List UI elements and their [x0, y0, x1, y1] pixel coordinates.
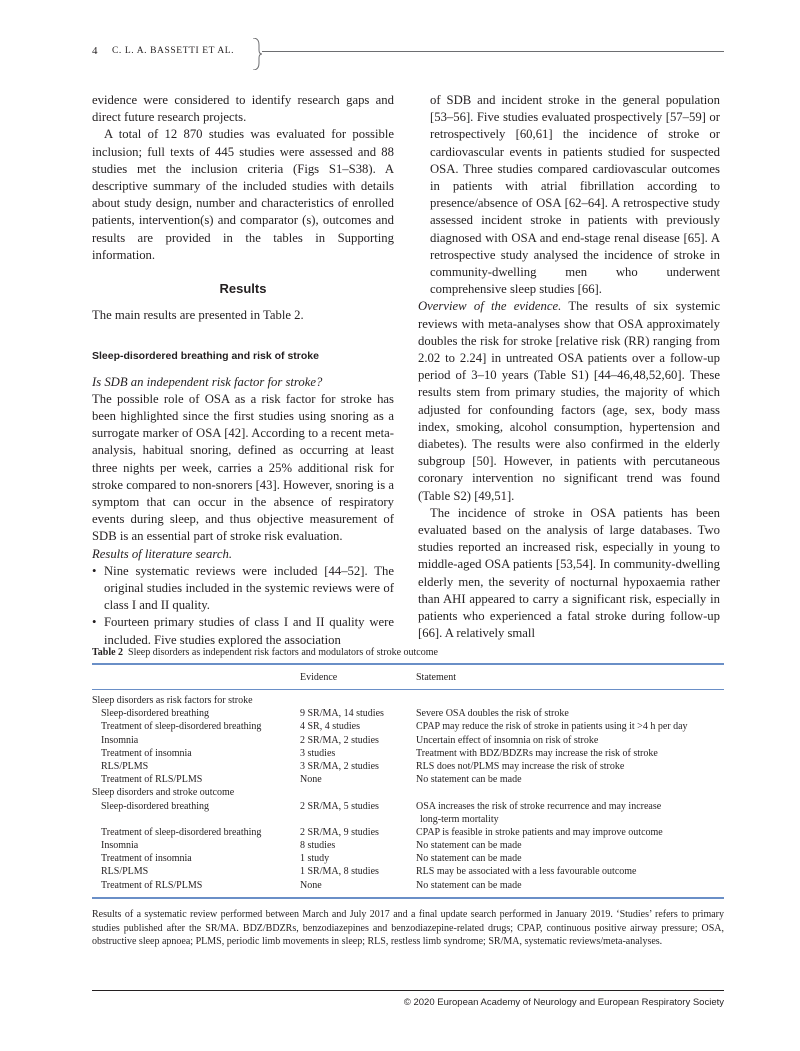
table-group-title: Sleep disorders as risk factors for stroke	[92, 695, 253, 706]
table-cell-statement: CPAP may reduce the risk of stroke in patients using it >4 h per day	[416, 721, 688, 733]
bullet-item	[92, 614, 394, 648]
footer-rule	[92, 990, 724, 991]
table-cell-statement: No statement can be made	[416, 853, 522, 865]
table-row	[92, 707, 724, 720]
table-cell-evidence: None	[300, 879, 322, 891]
table-cell-statement: No statement can be made	[416, 774, 522, 786]
table-group-row	[92, 694, 724, 707]
table-cell-statement: RLS may be associated with a less favourable outcome	[416, 866, 637, 878]
table-cell-condition: Insomnia	[101, 734, 139, 746]
subsection-heading: Sleep-disordered breathing and risk of stroke	[92, 350, 319, 363]
table-cell-evidence: 2 SR/MA, 5 studies	[300, 800, 379, 812]
table-cell-statement: Treatment with BDZ/BDZRs may increase the risk of stroke	[416, 747, 658, 759]
table-cell-condition: RLS/PLMS	[101, 866, 149, 878]
table-cell-condition: Treatment of RLS/PLMS	[101, 774, 203, 786]
literature-search-label: Results of literature search.	[92, 546, 233, 561]
paragraph: The main results are presented in Table 2.	[92, 308, 304, 323]
table-caption-text: Sleep disorders as independent risk factors and modulators of stroke outcome	[128, 647, 438, 658]
table-cell-statement: OSA increases the risk of stroke recurrence and may increase	[416, 800, 662, 812]
column-header-statement: Statement	[416, 672, 456, 683]
table-cell-condition: Treatment of RLS/PLMS	[101, 879, 203, 891]
left-column	[92, 92, 394, 649]
table-cell-evidence: 4 SR, 4 studies	[300, 721, 361, 733]
table-cell-statement: CPAP is feasible in stroke patients and may improve outcome	[416, 826, 663, 838]
table-cell-evidence: None	[300, 774, 322, 786]
table	[92, 663, 724, 899]
overview-label: Overview of the evidence.	[418, 299, 562, 314]
table-cell-condition: Treatment of sleep-disordered breathing	[101, 721, 262, 733]
table-cell-statement: Severe OSA doubles the risk of stroke	[416, 708, 569, 720]
table-cell-evidence: 1 SR/MA, 8 studies	[300, 866, 379, 878]
table-cell-condition: RLS/PLMS	[101, 760, 149, 772]
table-row	[92, 879, 724, 892]
table-row	[92, 839, 724, 852]
table-cell-evidence: 3 SR/MA, 2 studies	[300, 760, 379, 772]
table-row	[92, 813, 724, 826]
table-group-title: Sleep disorders and stroke outcome	[92, 787, 235, 799]
table-row	[92, 760, 724, 773]
header-bracket-divider	[252, 38, 262, 70]
paragraph: The incidence of stroke in OSA patients has been evaluated based on the analysis of large databases. Two studies reported an increased risk, especially in young to middle-aged OSA patients [53,54]. In community-dwelling elderly men, the severity of nocturnal hypoxaemia rather than AHI appeared to carry a significant risk, especially in patients who experienced a fatal stroke during follow-up [66]. A relatively small	[418, 505, 720, 641]
table-cell-evidence: 1 study	[300, 853, 330, 865]
bullet-marker: •	[92, 615, 97, 630]
table-row	[92, 865, 724, 878]
table-row	[92, 747, 724, 760]
bullet-text: Nine systematic reviews were included [44–52]. The original studies included in the systemic reviews were of class I and II quality.	[104, 563, 394, 613]
table-cell-condition: Sleep-disordered breathing	[101, 800, 210, 812]
table-cell-evidence: 9 SR/MA, 14 studies	[300, 708, 384, 720]
table-cell-condition: Sleep-disordered breathing	[101, 708, 210, 720]
table-cell-statement: long-term mortality	[420, 813, 499, 825]
copyright-notice: © 2020 European Academy of Neurology and European Respiratory Society	[403, 997, 724, 1008]
table-cell-statement: No statement can be made	[416, 840, 522, 852]
table-caption	[92, 647, 724, 658]
table-cell-evidence: 3 studies	[300, 747, 336, 759]
table-cell-evidence: 2 SR/MA, 9 studies	[300, 826, 379, 838]
running-header	[92, 42, 724, 66]
question-heading: Is SDB an independent risk factor for stroke?	[92, 374, 323, 389]
table-cell-condition: Treatment of insomnia	[101, 747, 192, 759]
table-label: Table 2	[92, 647, 124, 658]
paragraph: A total of 12 870 studies was evaluated for possible inclusion; full texts of 445 studies were assessed and 88 studies met the inclusion criteria (Figs S1–S38). A descriptive summary of the included studies with details about study design, number and characteristics of enrolled patients, intervention(s) and comparator (s), outcomes and results are provided in the tables in Supporting information.	[92, 127, 394, 262]
table-cell-statement: RLS does not/PLMS may increase the risk of stroke	[416, 760, 625, 772]
table-row	[92, 734, 724, 747]
table-cell-statement: Uncertain effect of insomnia on risk of stroke	[416, 734, 599, 746]
bullet-item	[92, 563, 394, 615]
table-cell-condition: Treatment of insomnia	[101, 853, 192, 865]
table-cell-evidence: 8 studies	[300, 840, 336, 852]
table-footnote: Results of a systematic review performed between March and July 2017 and a final update search performed in January 2019. ‘Studies’ refers to primary studies published after the SR/MA. BDZ/BDZRs, benzodiazepines and benzodiazepine-related drugs; CPAP, continuous positive airway pressure; OSA, obstructive sleep apnoea; PLMS, periodic limb movements in sleep; RLS, restless limb syndrome; SR/MA, systematic reviews/meta-analyses.	[92, 909, 724, 947]
right-column	[418, 92, 720, 643]
bullet-marker: •	[92, 563, 97, 578]
table-row	[92, 852, 724, 865]
overview-text: The results of six systemic reviews with meta-analyses show that OSA approximately doubles the risk for stroke [relative risk (RR) ranging from 2.02 to 2.24] in untreated OSA patients over a follow-up period of 3–10 years (Table S1) [44–46,48,52,60]. These results stem from primary studies, the majority of which adjusted for confounding factors (age, sex, body mass index, smoking, alcohol consumption, hypertension and diabetes). The results were also confirmed in the elderly subgroup [50]. However, in patients with percutaneous coronary intervention no significant trend was found (Table S2) [49,51].	[418, 299, 720, 503]
table-row	[92, 826, 724, 839]
paragraph: of SDB and incident stroke in the general population [53–56]. Five studies evaluated prospectively [57–59] or retrospectively [60,61] the incidence of stroke or cardiovascular events in patients studied for suspected OSA. Three studies compared cardiovascular outcomes in patients with atrial fibrillation according to presence/absence of OSA [62–64]. A retrospective study assessed incident stroke in patients with previously diagnosed with OSA and end-stage renal disease [65]. A retrospective study analysed the incidence of stroke in community-dwelling men who underwent comprehensive sleep studies [66].	[430, 93, 720, 297]
table-header-row	[92, 665, 724, 689]
table-cell-condition: Treatment of sleep-disordered breathing	[101, 826, 262, 838]
table-body	[92, 694, 724, 892]
table-group-row	[92, 786, 724, 799]
table-cell-evidence: 2 SR/MA, 2 studies	[300, 734, 379, 746]
table-row	[92, 773, 724, 786]
running-head-authors: C. L. A. BASSETTI ET AL.	[112, 46, 235, 56]
paragraph: The possible role of OSA as a risk factor for stroke has been highlighted since the first studies using snoring as a surrogate marker of OSA [42]. According to a recent meta-analysis, habitual snoring, defined as occurring at least three nights per week, carries a 25% additional risk for stroke compared to non-snorers [43]. However, snoring is a symptom that can occur in the absence of respiratory events during sleep, and thus objective measurement of SDB is an essential part of stroke risk evaluation.	[92, 391, 394, 544]
header-rule	[262, 51, 724, 52]
paragraph: evidence were considered to identify research gaps and direct future research projects.	[92, 93, 394, 125]
table-cell-condition: Insomnia	[101, 840, 139, 852]
table-cell-statement: No statement can be made	[416, 879, 522, 891]
page-number: 4	[92, 45, 98, 57]
table-bottom-rule	[92, 897, 724, 899]
table-row	[92, 720, 724, 733]
column-header-evidence: Evidence	[300, 672, 338, 683]
paragraph	[418, 298, 720, 504]
section-heading-results: Results	[219, 281, 267, 297]
bullet-text: Fourteen primary studies of class I and II quality were included. Five studies explored the association	[104, 615, 394, 647]
table-row	[92, 800, 724, 813]
